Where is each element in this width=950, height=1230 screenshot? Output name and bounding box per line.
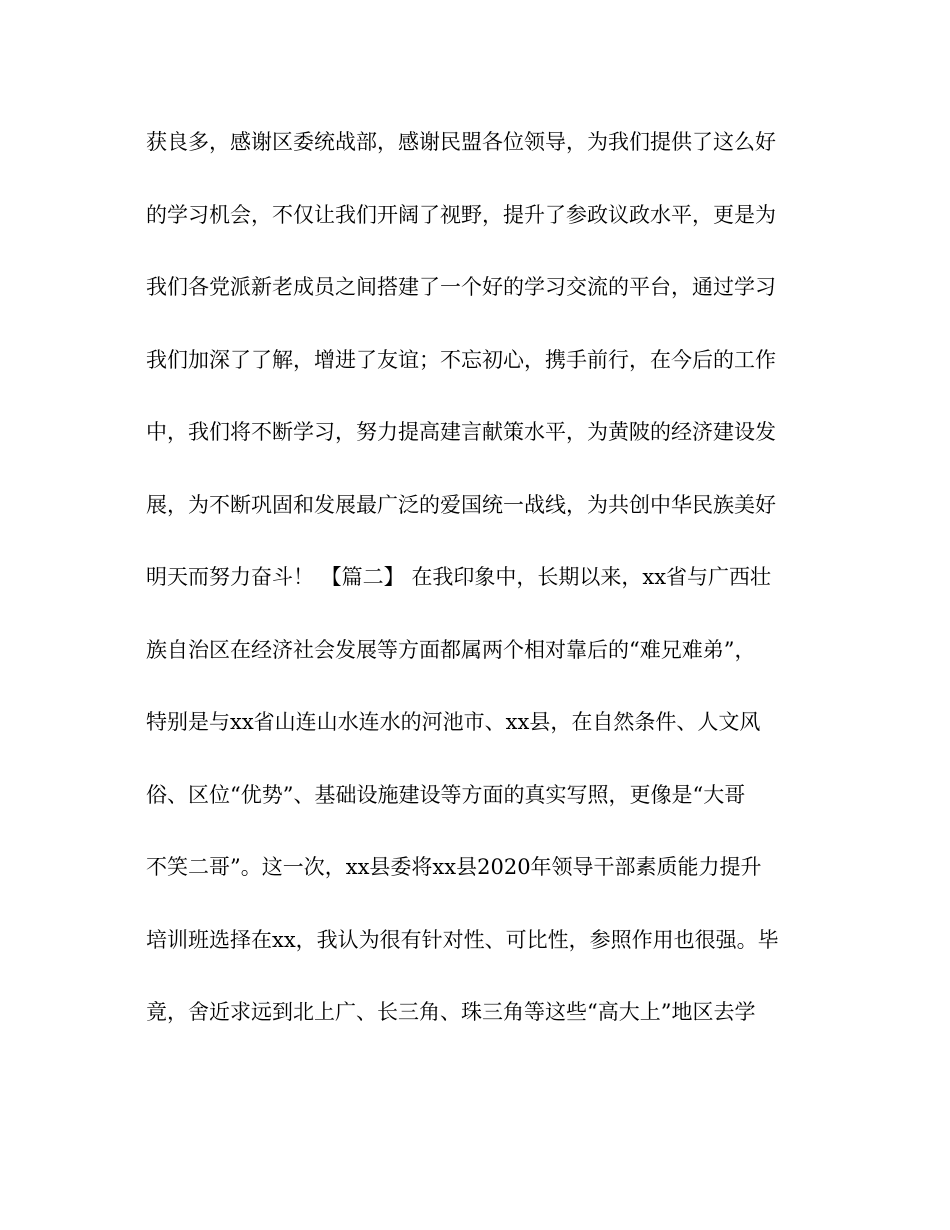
text-line-8: 族自治区在经济社会发展等方面都属两个相对靠后的“难兄难弟”， [146, 637, 756, 662]
text-line-5: 中，我们将不断学习，努力提高建言献策水平，为黄陂的经济建设发 [146, 420, 776, 444]
text-line-2: 的学习机会，不仅让我们开阔了视野，提升了参政议政水平，更是为 [146, 202, 776, 227]
text-line-6: 展，为不断巩固和发展最广泛的爱国统一战线，为共创中华民族美好 [146, 492, 776, 517]
text-line-9: 特别是与xx省山连山水连水的河池市、xx县，在自然条件、人文风 [146, 710, 761, 734]
text-line-4: 我们加深了了解，增进了友谊；不忘初心，携手前行，在今后的工作 [146, 347, 776, 372]
text-line-7: 明天而努力奋斗！ 【篇二】 在我印象中，长期以来，xx省与广西壮 [146, 565, 772, 589]
text-line-10: 俗、区位“优势”、基础设施建设等方面的真实写照，更像是“大哥 [146, 782, 746, 807]
text-line-3: 我们各党派新老成员之间搭建了一个好的学习交流的平台，通过学习 [146, 275, 776, 299]
text-line-13: 竟，舍近求远到北上广、长三角、珠三角等这些“高大上”地区去学 [146, 1000, 756, 1024]
text-line-1: 获良多，感谢区委统战部，感谢民盟各位领导，为我们提供了这么好 [146, 130, 776, 154]
body-text [146, 124, 806, 1067]
text-line-12: 培训班选择在xx，我认为很有针对性、可比性，参照作用也很强。毕 [146, 927, 779, 952]
text-line-11: 不笑二哥”。这一次，xx县委将xx县2020年领导干部素质能力提升 [146, 855, 762, 879]
